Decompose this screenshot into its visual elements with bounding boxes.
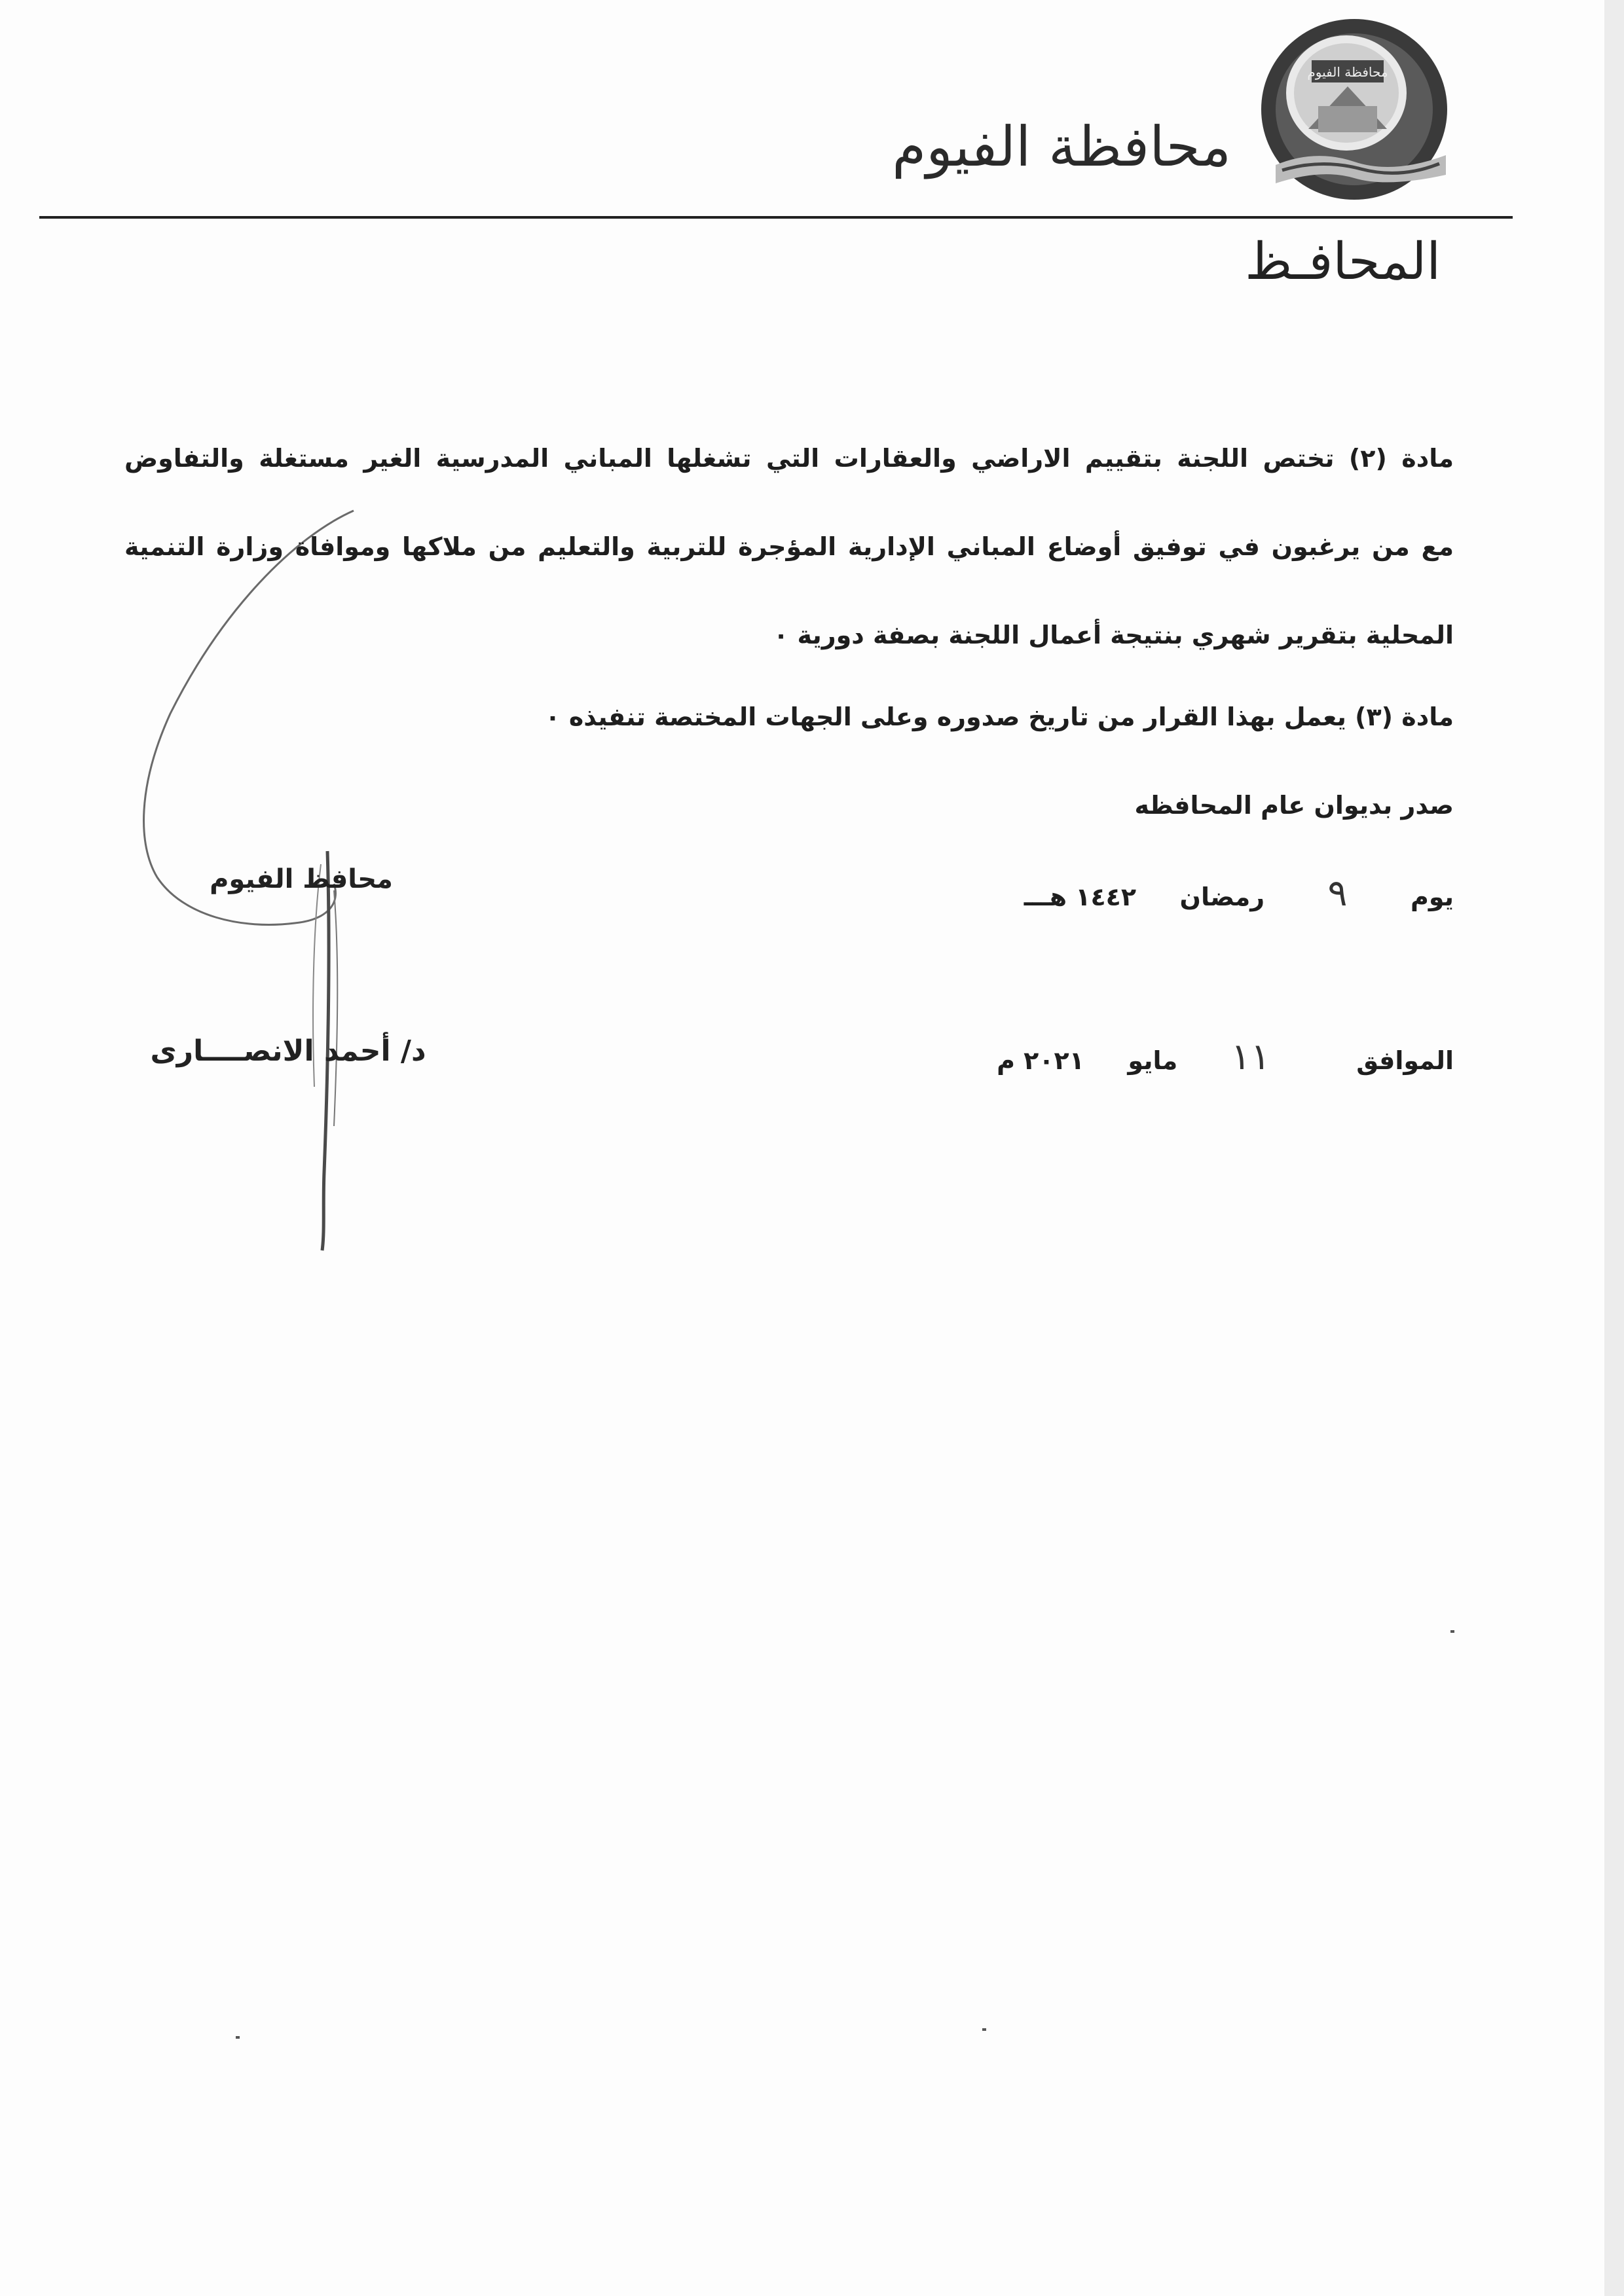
hijri-date-label: يوم <box>1411 883 1454 911</box>
article-2-line-2: مع من يرغبون في توفيق أوضاع المباني الإدارية المؤجرة للتربية والتعليم من ملاكها وموافاة وزارة التنمية <box>124 532 1454 561</box>
scan-edge <box>1604 0 1624 2296</box>
gregorian-date-label: الموافق <box>1356 1046 1454 1075</box>
signatory-title: محافظ الفيوم <box>210 864 393 894</box>
gregorian-year: ٢٠٢١ م <box>997 1046 1084 1075</box>
gregorian-month: مايو <box>1128 1046 1178 1075</box>
seal-text: محافظة الفيوم <box>1307 64 1388 80</box>
article-3: مادة (٣) يعمل بهذا القرار من تاريخ صدوره وعلى الجهات المختصة تنفيذه ٠ <box>545 702 1454 731</box>
scan-speck <box>236 2036 240 2039</box>
governorate-seal-logo <box>1256 14 1452 204</box>
governorate-name: محافظة الفيوم <box>892 115 1231 179</box>
hijri-day: ٩ <box>1327 872 1348 915</box>
scan-speck <box>1450 1630 1454 1633</box>
signatory-name: د/ أحمد الانصــــارى <box>150 1034 426 1068</box>
issued-at: صدر بديوان عام المحافظه <box>1134 791 1454 820</box>
gregorian-day: ١١ <box>1230 1036 1270 1078</box>
scan-speck <box>982 2028 986 2031</box>
article-2-line-3: المحلية بتقرير شهري بنتيجة أعمال اللجنة بصفة دورية ٠ <box>773 621 1454 649</box>
office-title: المحافـظ <box>1245 232 1441 291</box>
hijri-month: رمضان <box>1179 883 1265 911</box>
decree-body <box>124 426 1454 1116</box>
hijri-year: ١٤٤٢ هـــ <box>1024 883 1137 911</box>
header-divider <box>39 216 1513 219</box>
article-2-line-1: مادة (٢) تختص اللجنة بتقييم الاراضي والعقارات التي تشغلها المباني المدرسية الغير مستغلة والتفاوض <box>124 444 1454 473</box>
